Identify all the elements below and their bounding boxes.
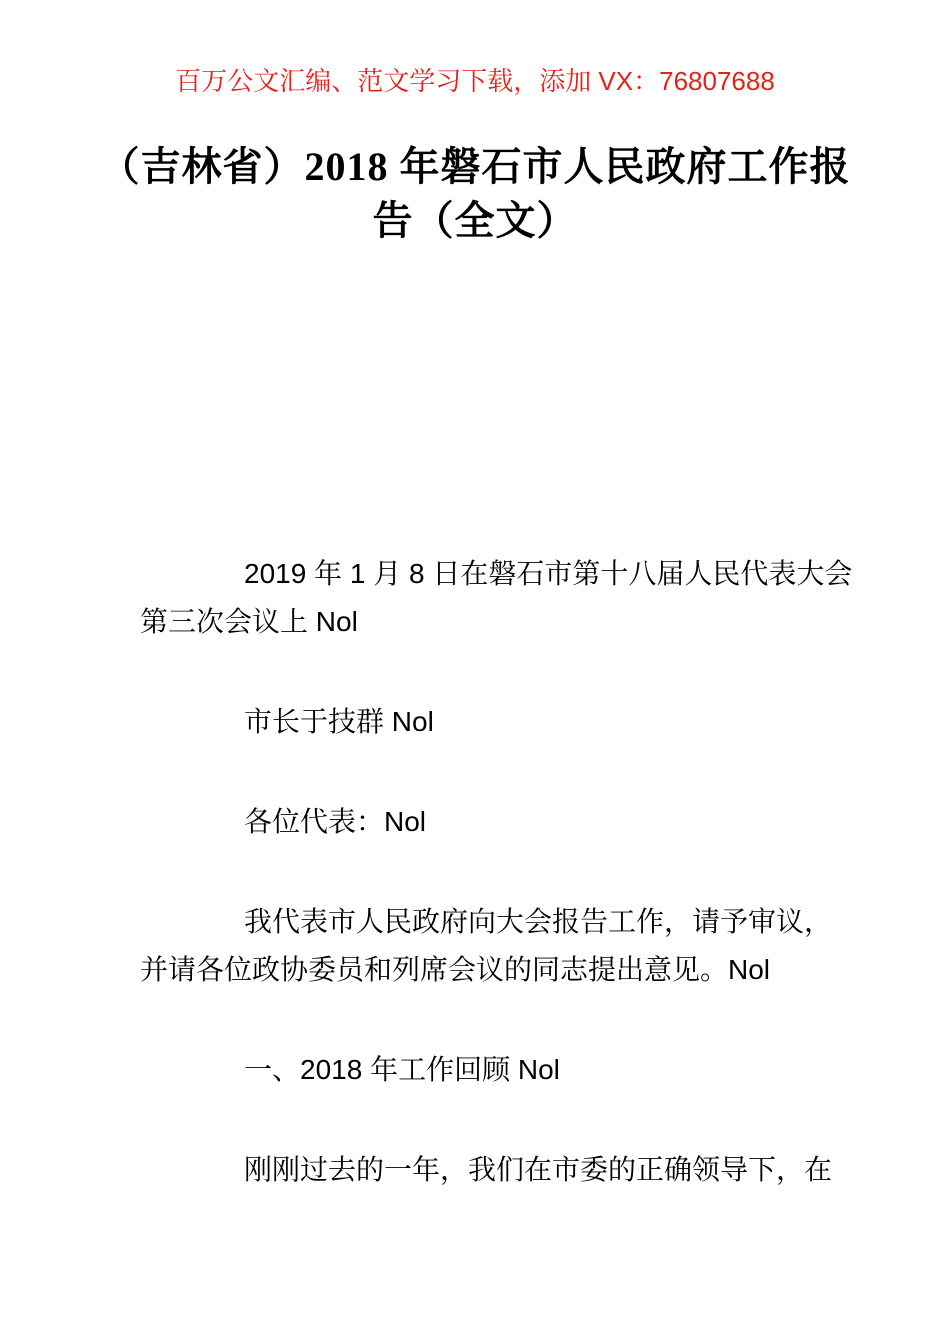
paragraph-line: 并请各位政协委员和列席会议的同志提出意见。Nol — [140, 954, 771, 985]
paragraph-review-opening — [140, 1146, 833, 1194]
paragraph-meeting-info — [140, 550, 853, 646]
promo-notice: 百万公文汇编、范文学习下载，添加 VX：76807688 — [175, 66, 775, 96]
document-body — [0, 550, 950, 1194]
paragraph-line: 第三次会议上 Nol — [140, 606, 358, 637]
paragraph-salutation — [140, 798, 810, 846]
title-line-1: （吉林省）2018 年磐石市人民政府工作报 — [99, 144, 851, 189]
paragraph-mayor — [140, 698, 810, 746]
paragraph-line: 市长于技群 Nol — [244, 706, 434, 737]
paragraph-report-intro — [140, 898, 833, 994]
paragraph-section-heading — [140, 1046, 810, 1094]
paragraph-line: 刚刚过去的一年，我们在市委的正确领导下，在 — [244, 1154, 833, 1185]
paragraph-line: 一、2018 年工作回顾 Nol — [244, 1054, 560, 1085]
paragraph-line: 各位代表：Nol — [244, 806, 427, 837]
title-line-2: 告（全文） — [372, 198, 578, 243]
document-title — [90, 140, 860, 248]
paragraph-line: 2019 年 1 月 8 日在磐石市第十八届人民代表大会 — [244, 558, 853, 589]
paragraph-line: 我代表市人民政府向大会报告工作，请予审议， — [244, 906, 833, 937]
